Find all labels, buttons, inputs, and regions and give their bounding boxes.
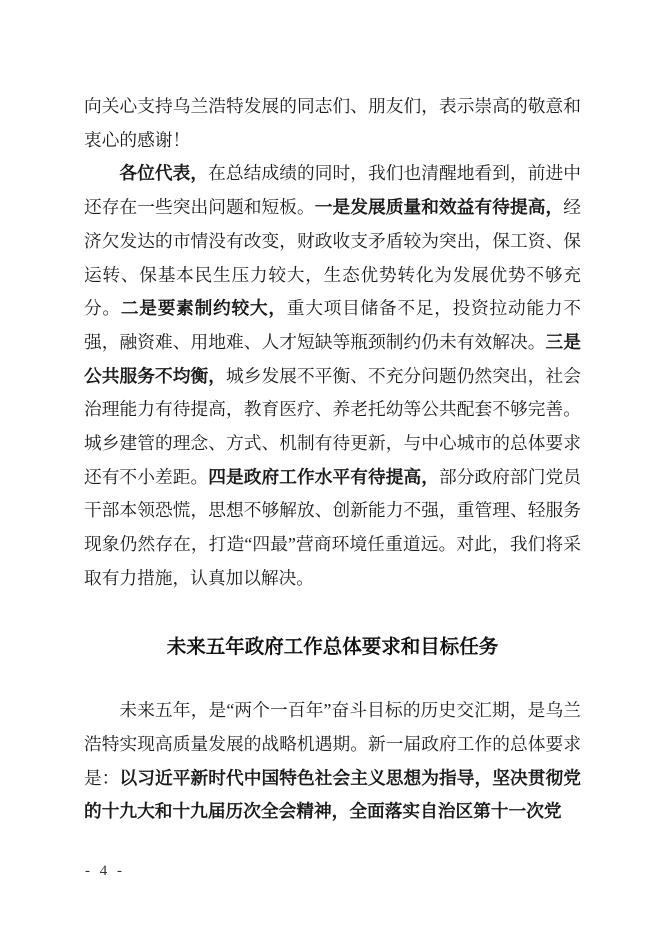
text-run: 重大项目储备不足，投资拉动能力不强，融资难、用地难、人才短缺等瓶颈制约仍未有效解决。 bbox=[84, 298, 581, 352]
paragraph bbox=[84, 90, 581, 157]
text-run: 二是要素制约较大， bbox=[120, 298, 287, 319]
text-run: 向关心支持乌兰浩特发展的同志们、朋友们，表示崇高的敬意和衷心的感谢！ bbox=[84, 96, 581, 150]
text-run: 部分政府部门党员干部本领恐慌，思想不够解放、创新能力不强，重管理、轻服务现象仍然存在，打造“四最”营商环境任重道远。对此，我们将采取有力措施，认真加以解决。 bbox=[84, 466, 581, 588]
document-body bbox=[84, 90, 581, 829]
text-run: 各位代表， bbox=[119, 163, 209, 184]
paragraph bbox=[84, 157, 581, 595]
text-run: 一是发展质量和效益有待提高， bbox=[314, 197, 564, 218]
text-run: 经济欠发达的市情没有改变，财政收支矛盾较为突出，保工资、保运转、保基本民生压力较大，生态优势转化为发展优势不够充分。 bbox=[84, 197, 581, 319]
page-number: - 4 - bbox=[85, 863, 125, 879]
text-run: 以习近平新时代中国特色社会主义思想为指导，坚决贯彻党的十九大和十九届历次全会精神，全面落实自治区第十一次党 bbox=[84, 767, 581, 822]
text-run: 城乡发展不平衡、不充分问题仍然突出，社会治理能力有待提高，教育医疗、养老托幼等公共配套不够完善。城乡建管的理念、方式、机制有待更新，与中心城市的总体要求还有不小差距。 bbox=[84, 365, 581, 487]
text-run: 未来五年，是“两个一百年”奋斗目标的历史交汇期，是乌兰浩特实现高质量发展的战略机遇期。新一届政府工作的总体要求是： bbox=[84, 700, 581, 788]
text-run: 在总结成绩的同时，我们也清醒地看到，前进中还存在一些突出问题和短板。 bbox=[84, 163, 581, 218]
text-run: 四是政府工作水平有待提高， bbox=[208, 466, 440, 487]
text-run: 三是公共服务不均衡， bbox=[84, 331, 581, 386]
section-heading: 未来五年政府工作总体要求和目标任务 bbox=[166, 635, 499, 658]
paragraph bbox=[84, 694, 581, 829]
